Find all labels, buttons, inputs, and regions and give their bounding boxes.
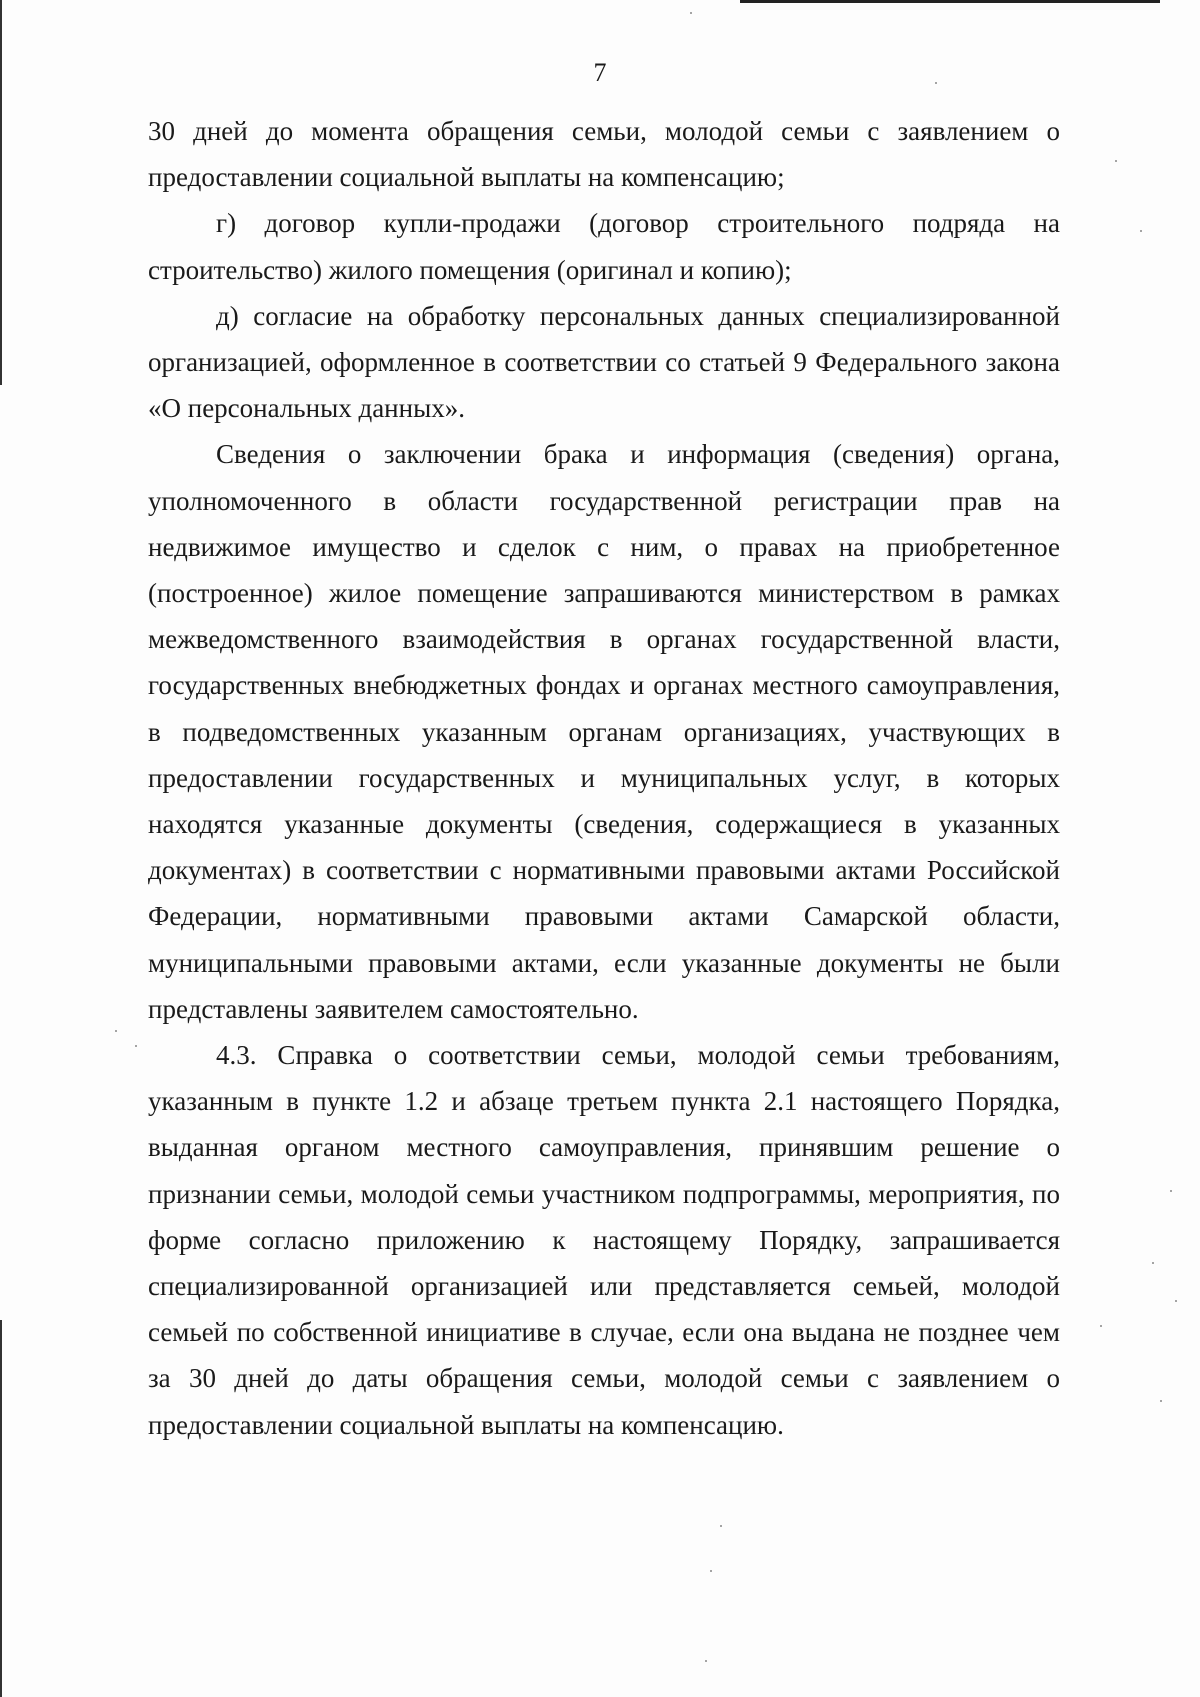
scan-speck <box>1140 230 1142 232</box>
scan-speck <box>1152 1262 1154 1264</box>
scan-speck <box>1115 160 1117 162</box>
page-number: 7 <box>593 58 607 87</box>
scan-artifact-left-edge <box>0 1320 2 1697</box>
paragraph-continuation: 30 дней до момента обращения семьи, молодой семьи с заявлением о предоставлении социальной выплаты на компенсацию; <box>148 116 1060 193</box>
paragraph-marriage-info: Сведения о заключении брака и информация (сведения) органа, уполномоченного в области государственной регистрации прав на недвижимое имущество и сделок с ним, о правах на приобретенное (построенное) жилое помещение запрашиваются министерством в рамках межведомственного взаимодействия в органах государственной власти, государственных внебюджетных фондах и органах местного самоуправления, в подведомственных указанным органам организациях, участвующих в предоставлении государственных и муниципальных услуг, в которых находятся указанные документы (сведения, содержащиеся в указанных документах) в соответствии с нормативными правовыми актами Российской Федерации, нормативными правовыми актами Самарской области, муниципальными правовыми актами, если указанные документы не были представлены заявителем самостоятельно. <box>148 439 1060 1024</box>
scan-speck <box>690 12 692 14</box>
scan-speck <box>705 1660 707 1662</box>
paragraph-4-3: 4.3. Справка о соответствии семьи, молодой семьи требованиям, указанным в пункте 1.2 и абзаце третьем пункта 2.1 настоящего Порядка, выданная органом местного самоуправления, принявшим решение о признании семьи, молодой семьи участником подпрограммы, мероприятия, по форме согласно приложению к настоящему Порядку, запрашивается специализированной организацией или представляется семьей, молодой семьей по собственной инициативе в случае, если она выдана не позднее чем за 30 дней до даты обращения семьи, молодой семьи с заявлением о предоставлении социальной выплаты на компенсацию. <box>148 1040 1060 1440</box>
scan-speck <box>720 1525 722 1527</box>
scan-speck <box>1170 1190 1172 1192</box>
scan-speck <box>1100 1325 1102 1327</box>
scan-artifact-top-line <box>740 0 1160 3</box>
scan-speck <box>710 1570 712 1572</box>
scan-speck <box>1160 1400 1162 1402</box>
paragraph-item-d: д) согласие на обработку персональных данных специализированной организацией, оформленное в соответствии со статьей 9 Федерального закона «О персональных данных». <box>148 300 1060 424</box>
document-body <box>148 108 1060 1448</box>
scan-speck <box>115 1030 117 1032</box>
paragraph-item-g: г) договор купли-продажи (договор строительного подряда на строительство) жилого помещения (оригинал и копию); <box>148 208 1060 285</box>
scan-speck <box>135 1045 137 1047</box>
scan-speck <box>1175 1300 1177 1302</box>
